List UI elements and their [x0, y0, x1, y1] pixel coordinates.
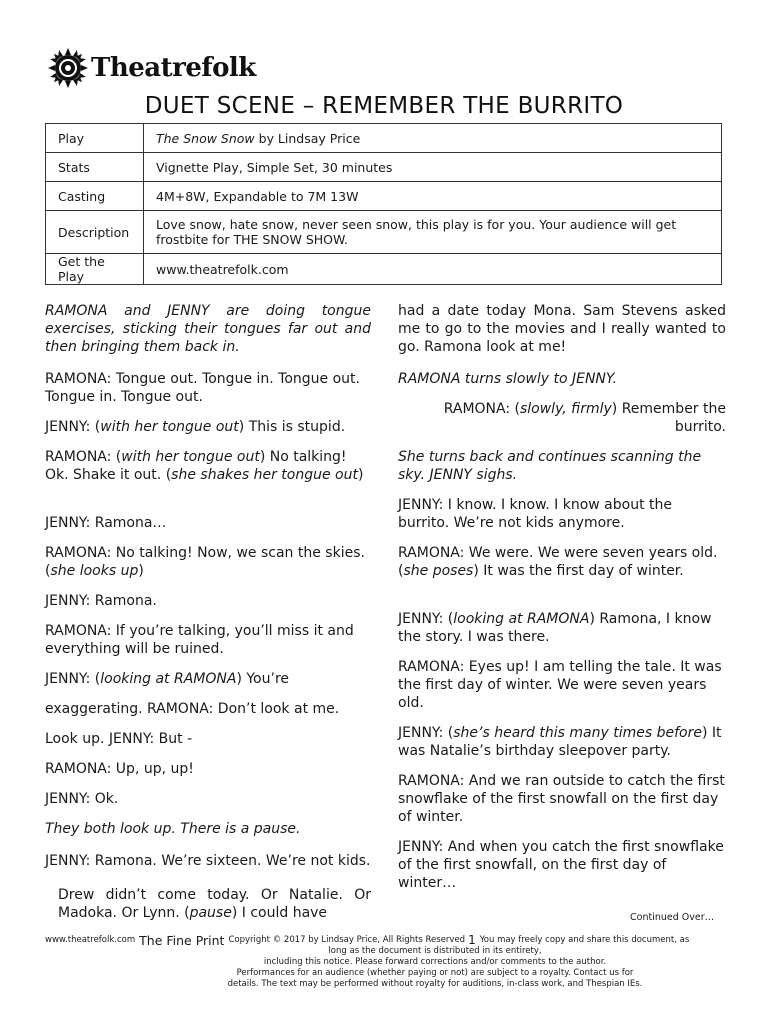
dialogue-text: JENNY: Ok. — [45, 791, 119, 807]
dialogue-text: JENNY: Ramona. We’re sixteen. We’re not kids. — [45, 853, 371, 869]
fine-print-line: details. The text may be performed without royalty for auditions, in-class work, and Thespian IEs. — [227, 979, 643, 989]
script-paragraph — [45, 700, 371, 718]
script-paragraph — [398, 370, 726, 388]
info-value: Love snow, hate snow, never seen snow, this play is for you. Your audience will get frostbite for THE SNOW SHOW. — [144, 211, 722, 254]
stage-direction: She turns back and continues scanning the sky. JENNY sighs. — [398, 449, 702, 483]
stage-direction: RAMONA and JENNY are doing tongue exercises, sticking their tongues far out and then bringing them back in. — [45, 303, 371, 355]
stage-direction: she poses — [403, 563, 474, 579]
dialogue-text: ) Ramona, I know the story. I was there. — [398, 611, 712, 645]
dialogue-text: RAMONA: If you’re talking, you’ll miss it and everything will be ruined. — [45, 623, 354, 657]
dialogue-text: exaggerating. RAMONA: Don’t look at me. — [45, 701, 340, 717]
script-paragraph — [45, 514, 371, 532]
stage-direction: looking at RAMONA — [453, 611, 590, 627]
stage-direction: she looks up — [50, 563, 139, 579]
dialogue-text: JENNY: Ramona… — [45, 515, 167, 531]
info-label: Get the Play — [46, 254, 144, 285]
info-label: Play — [46, 124, 144, 153]
script-paragraph — [398, 658, 726, 712]
fine-print-line: Performances for an audience (whether paying or not) are subject to a royalty. Contact us for — [236, 968, 634, 978]
dialogue-text: Look up. JENNY: But - — [45, 731, 193, 747]
fine-print-body — [45, 946, 725, 990]
stage-direction: looking at RAMONA — [100, 671, 237, 687]
dialogue-text: JENNY: And when you catch the first snowflake of the first snowfall, on the first day of winter… — [398, 839, 724, 891]
script-paragraph — [398, 448, 726, 484]
dialogue-text: ) — [357, 467, 364, 483]
script-paragraph — [45, 544, 371, 580]
script-paragraph — [45, 820, 371, 838]
fine-print-heading: The Fine Print — [139, 933, 225, 948]
dialogue-text: RAMONA: Up, up, up! — [45, 761, 194, 777]
dialogue-text: RAMONA: ( — [443, 401, 520, 417]
info-row-stats — [46, 153, 722, 182]
dialogue-text: RAMONA: Eyes up! I am telling the tale. It was the first day of winter. We were seven years old. — [398, 659, 722, 711]
script-paragraph — [398, 772, 726, 826]
info-value: 4M+8W, Expandable to 7M 13W — [144, 182, 722, 211]
dialogue-text: JENNY: I know. I know. I know about the burrito. We’re not kids anymore. — [398, 497, 673, 531]
dialogue-text: Drew didn’t come today. Or Natalie. Or Madoka. Or Lynn. ( — [58, 887, 371, 921]
script-paragraph — [45, 670, 371, 688]
script-paragraph — [398, 838, 726, 892]
dialogue-text: RAMONA: We were. We were seven years old. ( — [398, 545, 718, 579]
info-row-play — [46, 124, 722, 153]
info-value-link[interactable]: www.theatrefolk.com — [144, 254, 722, 285]
script-paragraph — [45, 448, 371, 484]
script-paragraph — [45, 730, 371, 748]
dialogue-text: JENNY: Ramona. — [45, 593, 157, 609]
script-paragraph — [398, 302, 726, 356]
info-value: Vignette Play, Simple Set, 30 minutes — [144, 153, 722, 182]
dialogue-text: ) Remember the burrito. — [611, 401, 726, 435]
dialogue-text: ) You’re — [236, 671, 290, 687]
dialogue-text: JENNY: ( — [398, 611, 454, 627]
dialogue-text: RAMONA: And we ran outside to catch the first snowflake of the first snowfall on the first day of winter. — [398, 773, 725, 825]
script-paragraph — [398, 496, 726, 532]
stage-direction: RAMONA turns slowly to JENNY. — [398, 371, 618, 387]
page-title: DUET SCENE – REMEMBER THE BURRITO — [144, 93, 624, 119]
stage-direction: she shakes her tongue out — [171, 467, 358, 483]
stage-direction: with her tongue out — [121, 449, 260, 465]
stage-direction: slowly, firmly — [519, 401, 612, 417]
dialogue-text: had a date today Mona. Sam Stevens asked me to go to the movies and I really wanted to go. Ramona look at me! — [398, 303, 726, 355]
script-paragraph — [398, 544, 726, 580]
script-paragraph — [45, 418, 371, 436]
footer-site-link[interactable]: www.theatrefolk.com — [45, 935, 136, 945]
stage-direction: They both look up. There is a pause. — [45, 821, 301, 837]
play-author: by Lindsay Price — [254, 130, 361, 146]
dialogue-text: JENNY: ( — [45, 671, 101, 687]
info-value — [144, 124, 722, 153]
script-paragraph — [45, 886, 371, 922]
script-paragraph — [398, 400, 726, 436]
info-label: Casting — [46, 182, 144, 211]
dialogue-text: RAMONA: No talking! Now, we scan the skies. ( — [45, 545, 365, 579]
dialogue-text: ) — [138, 563, 144, 579]
script-paragraph — [45, 790, 371, 808]
dialogue-text: ) No talking! Ok. Shake it out. ( — [45, 449, 347, 483]
script-paragraph — [45, 852, 371, 870]
stage-direction: she’s heard this many times before — [453, 725, 702, 741]
stage-direction: with her tongue out — [100, 419, 239, 435]
brand-name: Theatrefolk — [91, 53, 256, 83]
play-title: The Snow Snow — [156, 130, 255, 146]
fine-print-line: You may freely copy and share this document, as — [479, 935, 690, 945]
page-number: 1 — [468, 933, 476, 947]
info-label: Stats — [46, 153, 144, 182]
script-paragraph — [398, 610, 726, 646]
info-row-description — [46, 211, 722, 254]
dialogue-text: RAMONA: Tongue out. Tongue in. Tongue out. Tongue in. Tongue out. — [45, 371, 360, 405]
dialogue-text: JENNY: ( — [45, 419, 101, 435]
info-row-casting — [46, 182, 722, 211]
script-paragraph — [45, 370, 371, 406]
theatrefolk-logo-icon — [47, 47, 89, 89]
info-label: Description — [46, 211, 144, 254]
fine-print-line: including this notice. Please forward corrections and/or comments to the author. — [263, 957, 607, 967]
script-paragraph — [45, 760, 371, 778]
copyright-text: Copyright © 2017 by Lindsay Price, All Rights Reserved — [228, 935, 466, 945]
script-paragraph — [45, 302, 371, 356]
info-row-get-the-play — [46, 254, 722, 285]
dialogue-text: ) It was the first day of winter. — [473, 563, 684, 579]
dialogue-text: ) I could have — [231, 905, 328, 921]
script-paragraph — [45, 622, 371, 658]
play-info-table — [45, 123, 722, 285]
script-paragraph — [45, 592, 371, 610]
fine-print-line: long as the document is distributed in its entirety, — [328, 946, 542, 956]
dialogue-text: JENNY: ( — [398, 725, 454, 741]
dialogue-text: RAMONA: ( — [45, 449, 122, 465]
continued-note: Continued Over… — [630, 912, 715, 923]
brand-logo — [47, 46, 256, 90]
script-paragraph — [398, 724, 726, 760]
stage-direction: pause — [189, 905, 232, 921]
footer — [45, 935, 725, 990]
dialogue-text: ) It was Natalie’s birthday sleepover party. — [398, 725, 722, 759]
dialogue-text: ) This is stupid. — [238, 419, 346, 435]
